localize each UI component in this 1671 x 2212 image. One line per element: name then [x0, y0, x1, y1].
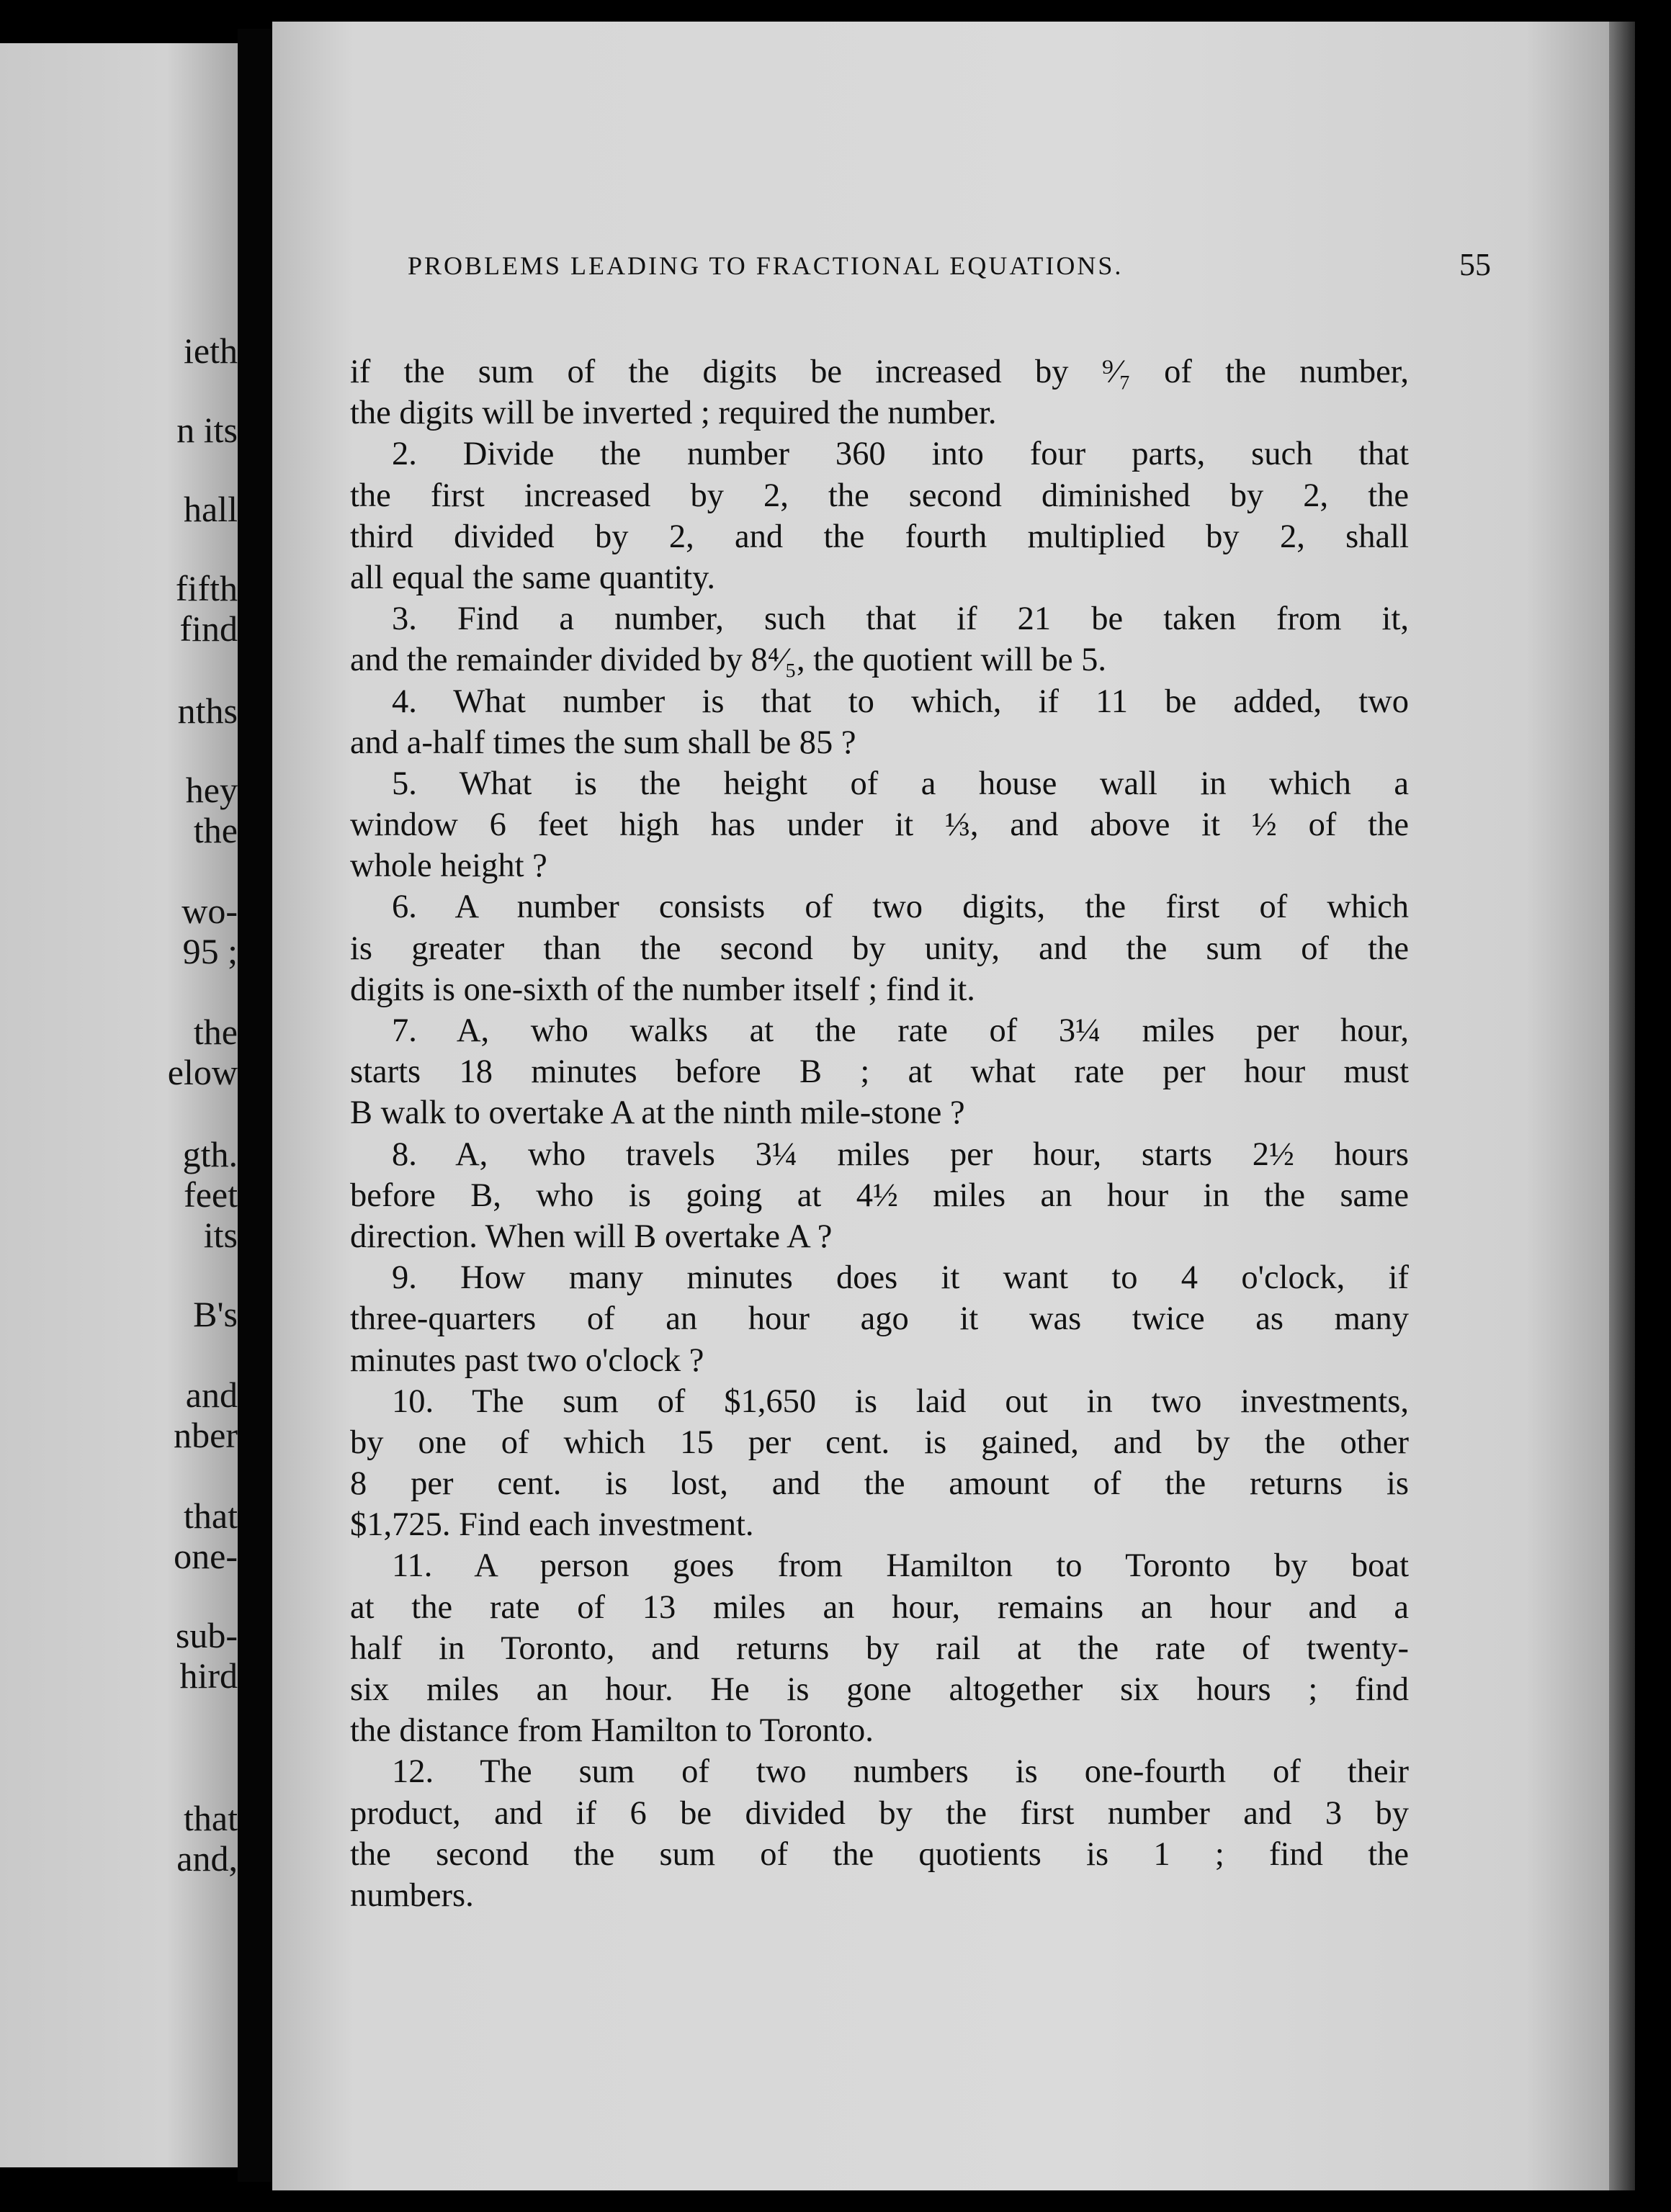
text-line: and a-half times the sum shall be 85 ? [350, 724, 856, 761]
text-line: half in Toronto, and returns by rail at the rate of twenty- [350, 1629, 1409, 1667]
book-gutter [238, 29, 272, 2182]
problem-12-start: 12. The sum of two numbers is one-fourth of their [392, 1753, 1409, 1791]
text-line: direction. When will B overtake A ? [350, 1218, 833, 1255]
problem-list [350, 351, 1409, 1916]
problem-10-start: 10. The sum of $1,650 is laid out in two investments, [392, 1382, 1409, 1420]
text-line: before B, who is going at 4½ miles an hour in the same [350, 1177, 1409, 1214]
left-page-fragment: that [184, 1798, 238, 1838]
left-page-fragment: B's [193, 1294, 238, 1334]
left-page-fragment: n its [176, 410, 238, 450]
running-header-title: PROBLEMS LEADING TO FRACTIONAL EQUATIONS. [408, 251, 1124, 280]
running-header [408, 247, 1524, 282]
problem-7-start: 7. A, who walks at the rate of 3¼ miles per hour, [392, 1012, 1409, 1049]
left-page-fragment: nber [174, 1415, 238, 1455]
text-line: all equal the same quantity. [350, 559, 716, 596]
page-edge-shadow [1609, 22, 1635, 2190]
left-page-fragment: find [179, 608, 238, 649]
text-line: and the remainder divided by 8⁴⁄₅, the quotient will be 5. [350, 642, 1107, 679]
text-line: digits is one-sixth of the number itself ; find it. [350, 971, 975, 1008]
left-page-fragment: 95 ; [182, 931, 238, 971]
left-page-text-fragments [0, 43, 238, 2167]
text-line: starts 18 minutes before B ; at what rate per hour must [350, 1053, 1409, 1091]
text-line: product, and if 6 be divided by the first number and 3 by [350, 1794, 1409, 1832]
left-page-fragment: and, [176, 1838, 238, 1879]
text-line: by one of which 15 per cent. is gained, and by the other [350, 1424, 1409, 1461]
left-page-fragment: hird [179, 1655, 238, 1696]
problem-9-start: 9. How many minutes does it want to 4 o'clock, if [392, 1259, 1409, 1297]
text-line: third divided by 2, and the fourth multiplied by 2, shall [350, 518, 1409, 555]
left-page-fragment: the [193, 1012, 238, 1052]
problem-11-start: 11. A person goes from Hamilton to Toronto by boat [392, 1547, 1409, 1585]
page-number: 55 [1459, 247, 1491, 282]
left-page-fragment: the [193, 810, 238, 850]
left-page-fragment: sub- [175, 1615, 238, 1655]
left-page-fragment: its [203, 1215, 238, 1255]
left-page-fragment: hey [185, 770, 238, 810]
problem-6-start: 6. A number consists of two digits, the first of which [392, 889, 1409, 926]
left-page-fragment: hall [184, 489, 238, 529]
text-line: if the sum of the digits be increased by ⁹⁄₇ of the number, [350, 354, 1409, 390]
text-line: whole height ? [350, 848, 547, 885]
problem-8-start: 8. A, who travels 3¼ miles per hour, starts 2½ hours [392, 1136, 1409, 1173]
text-line: the digits will be inverted ; required the number. [350, 395, 997, 432]
text-line: $1,725. Find each investment. [350, 1506, 754, 1544]
left-page-fragment: ieth [184, 331, 238, 371]
text-line: is greater than the second by unity, and the sum of the [350, 930, 1409, 967]
left-page-fragment: and [185, 1375, 238, 1415]
problem-5-start: 5. What is the height of a house wall in which a [392, 765, 1409, 802]
main-page [272, 22, 1635, 2190]
text-line: numbers. [350, 1876, 474, 1914]
left-page-fragment: feet [184, 1174, 238, 1215]
left-page-fragment: one- [174, 1536, 238, 1576]
left-page-fragment: gth. [182, 1134, 238, 1174]
text-line: the distance from Hamilton to Toronto. [350, 1712, 874, 1750]
problem-2-start: 2. Divide the number 360 into four parts, such that [392, 436, 1409, 473]
text-line: minutes past two o'clock ? [350, 1341, 704, 1379]
left-facing-page [0, 43, 238, 2167]
text-line: three-quarters of an hour ago it was twice as many [350, 1300, 1409, 1338]
text-line: six miles an hour. He is gone altogether six hours ; find [350, 1671, 1409, 1708]
left-page-fragment: nths [177, 691, 238, 731]
text-line: the first increased by 2, the second diminished by 2, the [350, 477, 1409, 514]
text-line: the second the sum of the quotients is 1 ; find the [350, 1835, 1409, 1873]
left-page-fragment: wo- [182, 891, 238, 931]
left-page-fragment: elow [167, 1052, 238, 1092]
text-line: at the rate of 13 miles an hour, remains an hour and a [350, 1588, 1409, 1626]
text-line: B walk to overtake A at the ninth mile-stone ? [350, 1094, 965, 1132]
problem-4-start: 4. What number is that to which, if 11 be added, two [392, 683, 1409, 720]
text-line: 8 per cent. is lost, and the amount of the returns is [350, 1465, 1409, 1503]
left-page-fragment: fifth [175, 568, 238, 608]
left-page-fragment: that [184, 1496, 238, 1536]
text-line: window 6 feet high has under it ⅓, and above it ½ of the [350, 806, 1409, 844]
problem-3-start: 3. Find a number, such that if 21 be taken from it, [392, 601, 1409, 638]
